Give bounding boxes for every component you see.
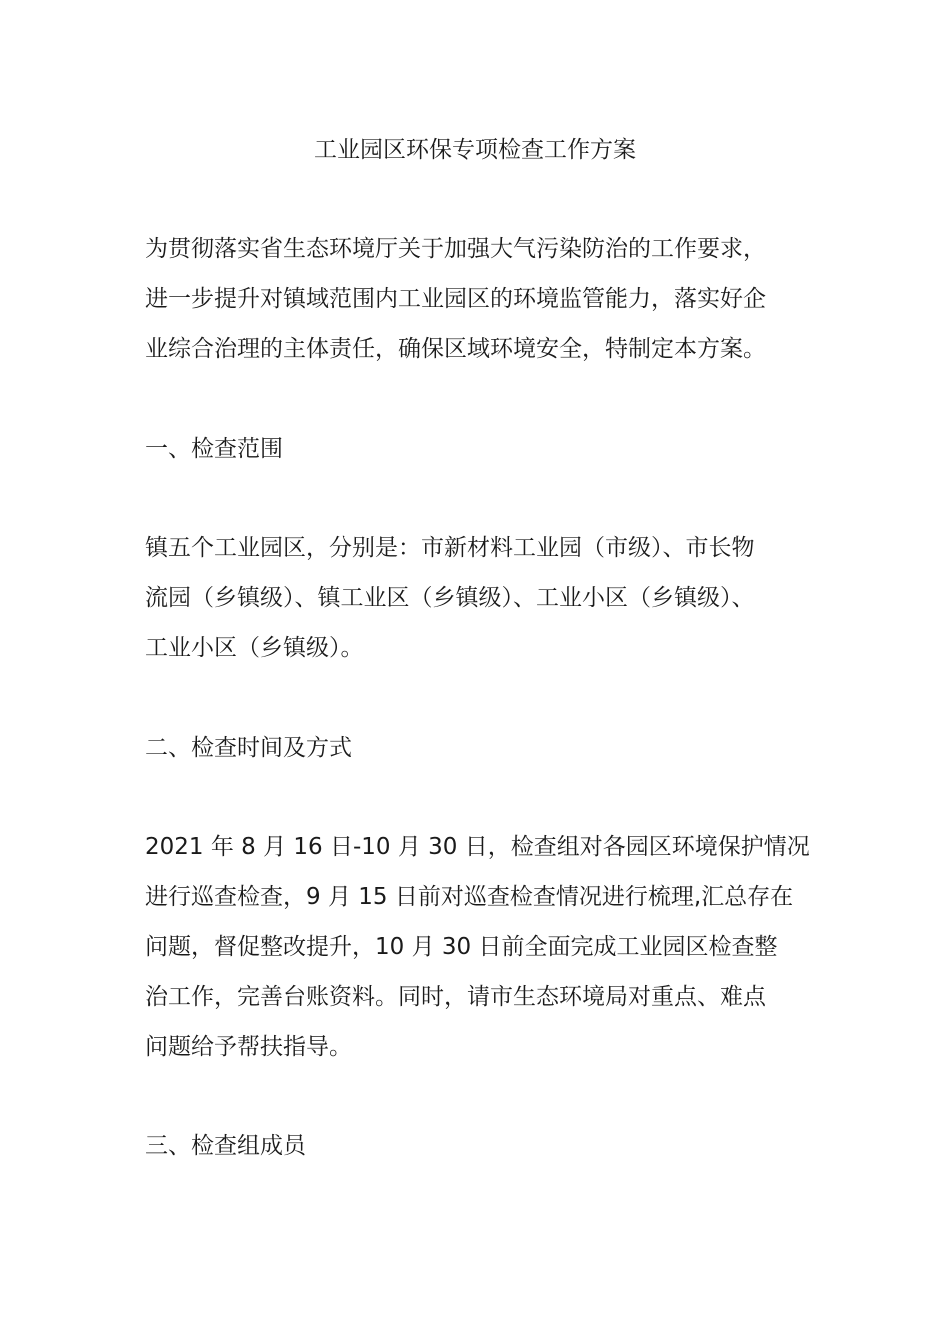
intro-line: 为贯彻落实省生态环境厅关于加强大气污染防治的工作要求，: [145, 236, 766, 262]
scope-line: 镇五个工业园区，分别是：市新材料工业园（市级）、市长物: [145, 535, 755, 561]
time-method-line: 问题，督促整改提升，10 月 30 日前全面完成工业园区检查整: [145, 934, 778, 960]
scope-line: 流园（乡镇级）、镇工业区（乡镇级）、工业小区（乡镇级）、: [145, 585, 755, 611]
time-method-line: 问题给予帮扶指导。: [145, 1034, 352, 1060]
intro-line: 业综合治理的主体责任，确保区域环境安全，特制定本方案。: [145, 336, 766, 362]
time-method-paragraph: [145, 822, 825, 1072]
time-method-line: 2021 年 8 月 16 日-10 月 30 日，检查组对各园区环境保护情况: [145, 834, 810, 860]
time-method-line: 治工作，完善台账资料。同时，请市生态环境局对重点、难点: [145, 984, 766, 1010]
scope-line: 工业小区（乡镇级）。: [145, 635, 364, 661]
document-title: 工业园区环保专项检查工作方案: [314, 137, 636, 163]
section-heading-scope: 一、检查范围: [145, 436, 283, 462]
intro-paragraph: [145, 224, 825, 374]
section-heading-time-method: 二、检查时间及方式: [145, 735, 352, 761]
time-method-line: 进行巡查检查，9 月 15 日前对巡查检查情况进行梳理,汇总存在: [145, 884, 794, 910]
scope-paragraph: [145, 523, 825, 673]
intro-line: 进一步提升对镇域范围内工业园区的环境监管能力，落实好企: [145, 286, 766, 312]
section-heading-members: 三、检查组成员: [145, 1133, 306, 1159]
